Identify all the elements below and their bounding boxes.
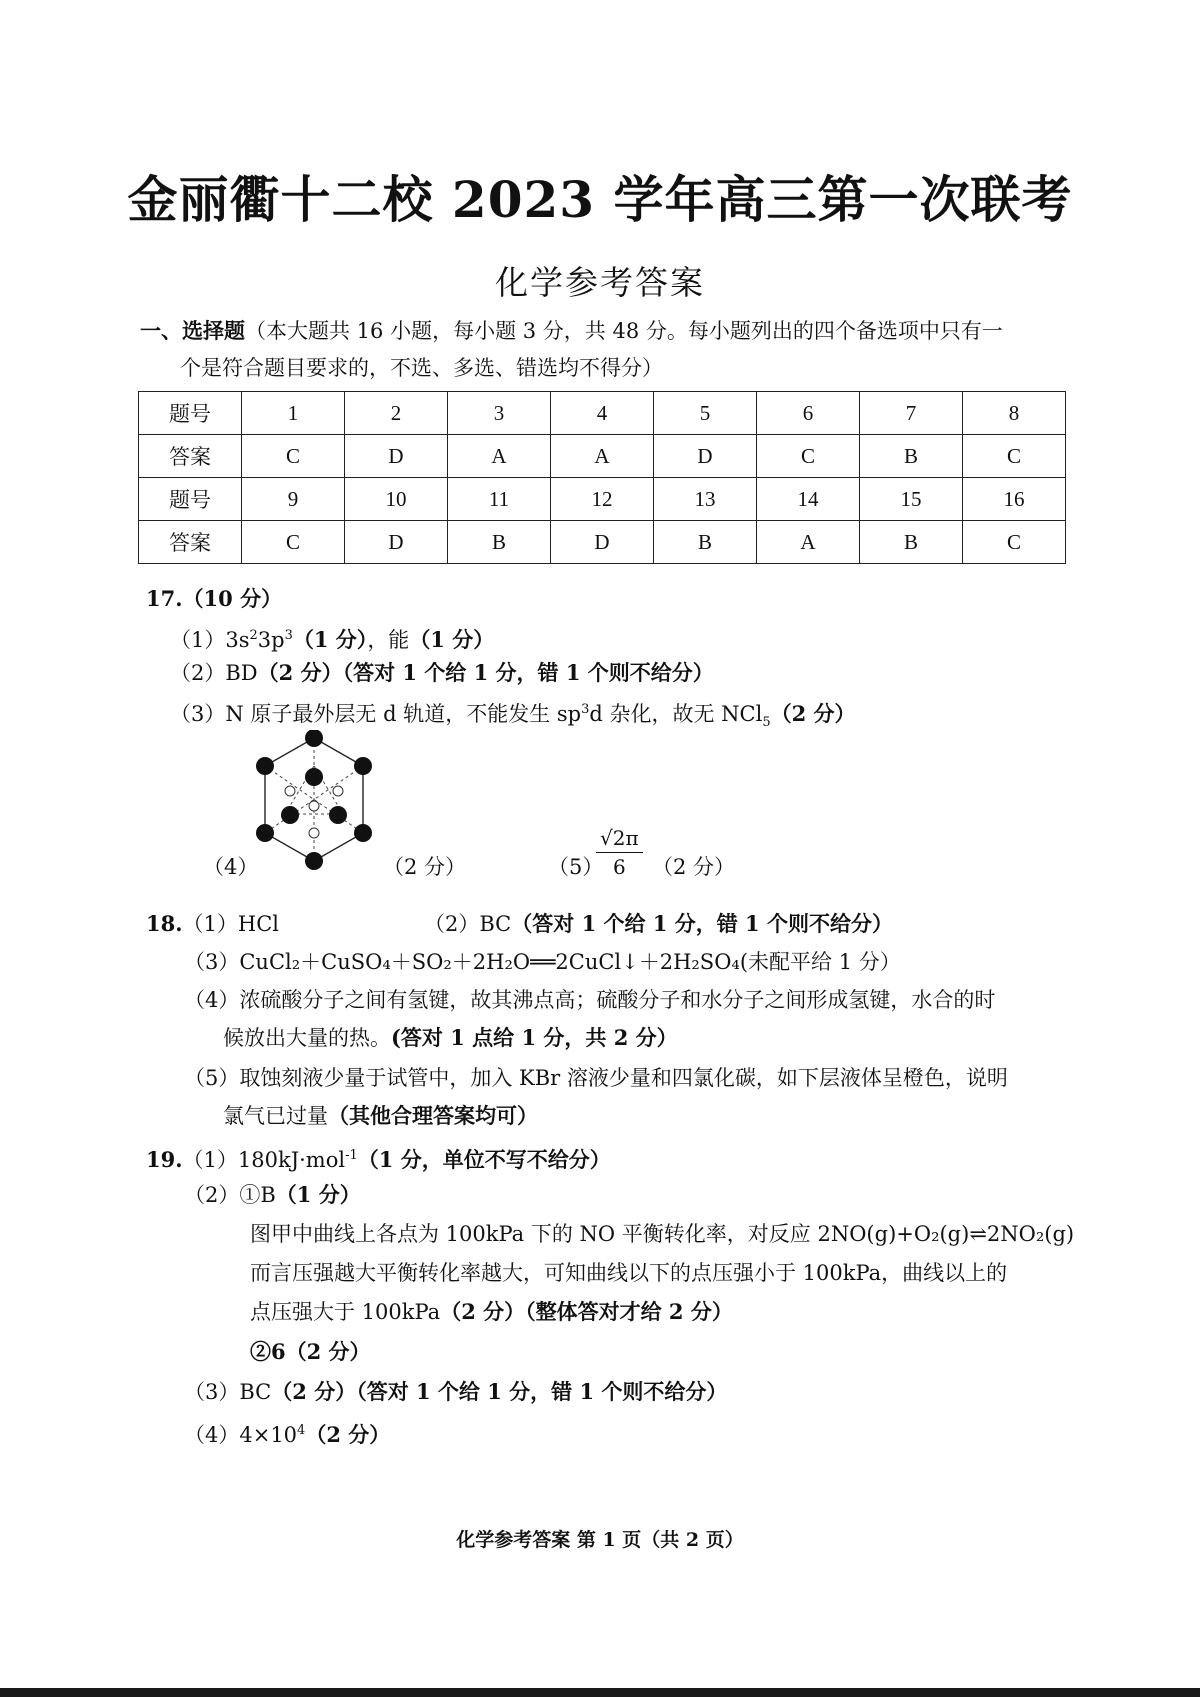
q19-part2	[184, 1180, 361, 1210]
question-number-cell: 8	[963, 392, 1066, 435]
q19-heading: 19.	[146, 1147, 183, 1172]
q19-part2-sub2: ②6（2 分）	[250, 1339, 371, 1364]
q17-p3-text1: （3）N 原子最外层无 d 轨道，不能发生 sp	[170, 702, 582, 726]
q19-p3-text: （3）BC	[184, 1380, 272, 1404]
question-number-cell: 16	[963, 478, 1066, 521]
q19-p2-line3-score: （2 分）（整体答对才给 2 分）	[440, 1299, 733, 1324]
q17-part4-score: （2 分）	[383, 855, 467, 879]
q19-part4	[184, 1416, 390, 1450]
section1-intro	[140, 316, 1003, 346]
page-footer: 化学参考答案 第 1 页（共 2 页）	[456, 1529, 744, 1551]
answer-cell: C	[963, 521, 1066, 564]
q17-p1-answer: ，能	[367, 628, 410, 652]
q19-p3-score: （2 分）（答对 1 个给 1 分，错 1 个则不给分）	[271, 1379, 728, 1404]
q17-p2-score: （2 分）（答对 1 个给 1 分，错 1 个则不给分）	[257, 660, 714, 685]
q17-p3-sup: 3	[581, 702, 590, 717]
q18-p5-text: 氯气已过量	[223, 1104, 328, 1128]
q17-heading: 17.（10 分）	[146, 586, 283, 611]
q18-heading: 18.	[146, 911, 183, 936]
q18-part5-line2	[223, 1101, 538, 1131]
q17-part2	[170, 658, 714, 688]
answer-cell: B	[654, 521, 757, 564]
answer-label: 答案	[139, 435, 242, 478]
question-number-label: 题号	[139, 392, 242, 435]
q19-line1	[146, 1141, 611, 1175]
q19-part2-line2: 而言压强越大平衡转化率越大，可知曲线以下的点压强小于 100kPa，曲线以上的	[250, 1261, 1008, 1285]
q19-part2-line1: 图甲中曲线上各点为 100kPa 下的 NO 平衡转化率，对反应 2NO(g)+O₂(g)⇌2NO₂(g)	[250, 1222, 1075, 1246]
answer-row	[139, 435, 1066, 478]
answer-cell: D	[654, 435, 757, 478]
answer-cell: A	[551, 435, 654, 478]
q19-p4-text: （4）4×10	[184, 1423, 298, 1447]
answer-cell: A	[448, 435, 551, 478]
q18-p5-score: （其他合理答案均可）	[328, 1103, 538, 1128]
q17-part1	[170, 621, 494, 655]
q19-p1-score: （1 分，单位不写不给分）	[357, 1147, 611, 1172]
question-number-row	[139, 392, 1066, 435]
q18-part5-line1: （5）取蚀刻液少量于试管中，加入 KBr 溶液少量和四氯化碳，如下层液体呈橙色，说明	[184, 1066, 1008, 1090]
q19-p2-line3-text: 点压强大于 100kPa	[250, 1300, 441, 1324]
question-number-cell: 6	[757, 392, 860, 435]
q18-part4-line1: （4）浓硫酸分子之间有氢键，故其沸点高；硫酸分子和水分子之间形成氢键，水合的时	[184, 988, 996, 1012]
question-number-cell: 2	[345, 392, 448, 435]
answer-cell: D	[551, 521, 654, 564]
question-number-cell: 11	[448, 478, 551, 521]
answer-cell: C	[242, 521, 345, 564]
question-number-cell: 7	[860, 392, 963, 435]
q17-p3-text2: d 杂化，故无 NCl	[589, 702, 763, 726]
answer-cell: D	[345, 435, 448, 478]
question-number-cell: 1	[242, 392, 345, 435]
fraction-numerator: √2π	[596, 826, 643, 853]
q17-p3-score: （2 分）	[770, 701, 856, 726]
answer-label: 答案	[139, 521, 242, 564]
page-title: 金丽衢十二校 2023 学年高三第一次联考	[127, 170, 1073, 229]
answer-row	[139, 521, 1066, 564]
q18-p4-score: (答对 1 点给 1 分，共 2 分）	[391, 1025, 678, 1050]
q17-p1-text: （1）3s	[170, 628, 250, 652]
question-number-cell: 3	[448, 392, 551, 435]
q19-part3	[184, 1377, 727, 1407]
section1-heading: 一、选择题	[140, 318, 245, 343]
q18-p2-text: （2）BC	[424, 912, 512, 936]
question-number-cell: 15	[860, 478, 963, 521]
scan-edge-bar	[0, 1688, 1200, 1697]
answer-cell: B	[860, 435, 963, 478]
q18-part3: （3）CuCl₂＋CuSO₄＋SO₂＋2H₂O══2CuCl↓＋2H₂SO₄(未配平给 1 分）	[184, 950, 901, 974]
q18-part1: （1）HCl	[182, 912, 280, 936]
q17-p1-mid: 3p	[257, 628, 285, 652]
q17-p1-score1: （1 分）	[292, 627, 368, 652]
section1-desc-line1: （本大题共 16 小题，每小题 3 分，共 48 分。每小题列出的四个备选项中只有一	[245, 319, 1003, 343]
answer-cell: C	[963, 435, 1066, 478]
q18-part4-line2	[223, 1023, 678, 1053]
question-number-row	[139, 478, 1066, 521]
q17-p1-sup1: 2	[249, 628, 258, 643]
q17-p2-text: （2）BD	[170, 661, 258, 685]
section1-desc-line2: 个是符合题目要求的，不选、多选、错选均不得分）	[180, 356, 663, 380]
answer-cell: B	[860, 521, 963, 564]
answer-cell: B	[448, 521, 551, 564]
q17-p1-score2: （1 分）	[409, 627, 495, 652]
answer-cell: D	[345, 521, 448, 564]
question-number-cell: 9	[242, 478, 345, 521]
question-number-cell: 13	[654, 478, 757, 521]
q19-p2-text: （2）①B	[184, 1183, 276, 1207]
question-number-cell: 12	[551, 478, 654, 521]
q19-part2-line3	[250, 1297, 733, 1327]
q17-p1-sup2: 3	[284, 628, 293, 643]
q19-p2-score: （1 分）	[275, 1182, 361, 1207]
q17-p3-sub: 5	[762, 715, 771, 731]
q18-p2-score: （答对 1 个给 1 分，错 1 个则不给分）	[511, 911, 893, 936]
answer-cell: C	[242, 435, 345, 478]
question-number-cell: 5	[654, 392, 757, 435]
answer-cell: A	[757, 521, 860, 564]
q17-part5-label: （5）	[548, 855, 604, 879]
crystal-structure-diagram	[248, 730, 380, 872]
q18-p4-text: 候放出大量的热。	[223, 1026, 391, 1050]
question-number-cell: 4	[551, 392, 654, 435]
q17-part4-label: （4）	[203, 855, 259, 879]
q18-line1	[146, 909, 279, 939]
q19-p4-sup: 4	[297, 1423, 306, 1438]
q17-part5-fraction	[596, 826, 643, 879]
answer-cell: C	[757, 435, 860, 478]
fraction-denominator: 6	[612, 855, 626, 879]
q17-part5-score: （2 分）	[652, 855, 736, 879]
q19-p1-sup: -1	[345, 1148, 358, 1163]
question-number-label: 题号	[139, 478, 242, 521]
q19-p1-text: （1）180kJ·mol	[182, 1148, 346, 1172]
question-number-cell: 10	[345, 478, 448, 521]
page-subtitle: 化学参考答案	[495, 263, 705, 302]
q19-p4-score: （2 分）	[305, 1422, 391, 1447]
answer-table	[138, 391, 1066, 564]
q18-part2	[424, 909, 893, 939]
question-number-cell: 14	[757, 478, 860, 521]
